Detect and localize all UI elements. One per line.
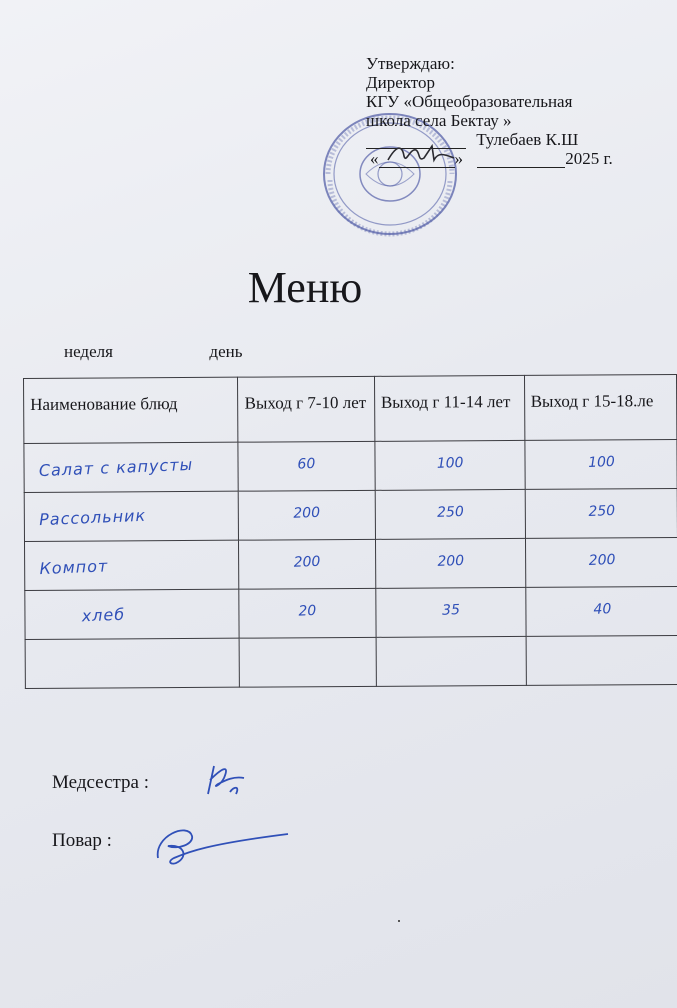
portion-cell: 250 [525,489,677,539]
portion-cell: 200 [239,490,376,540]
dish-cell: Рассольник [24,491,239,541]
cook-label: Повар : [52,830,112,851]
day-label: день [209,342,243,361]
week-label: неделя [64,342,113,361]
table-row [24,440,677,493]
header-age-15-18: Выход г 15-18.ле [524,375,677,441]
paper-speck [398,920,400,922]
nurse-label: Медсестра : [52,772,149,793]
portion-cell [376,636,526,686]
nurse-signature [200,758,260,808]
portion-cell: 60 [238,441,375,491]
portion-cell: 20 [239,588,376,638]
cook-signature [148,822,298,872]
portion-cell: 200 [239,539,376,589]
approval-org-line1: КГУ «Общеобразовательная [366,92,573,111]
portion-cell: 250 [375,489,525,539]
portion-cell [240,637,377,687]
portion-cell: 100 [524,440,677,490]
dish-cell: хлеб [25,589,240,639]
portion-cell: 200 [525,538,677,588]
portion-cell: 35 [376,587,526,637]
director-name: Тулебаев К.Ш [476,130,579,149]
dish-cell: Салат с капусты [24,442,239,492]
approval-heading: Утверждаю: [366,54,455,73]
portion-cell: 40 [525,587,677,637]
table-header-row [24,375,677,444]
week-day-line [64,342,242,362]
menu-table [23,374,677,689]
date-open-quote: « [370,149,379,168]
portion-cell [526,636,677,686]
approval-org-line2: школа села Бектау » [366,111,512,130]
director-signature [382,138,462,168]
table-row [25,587,677,640]
approval-year: 2025 г. [565,149,613,168]
table-row [24,489,677,542]
approval-position: Директор [366,73,435,92]
portion-cell: 100 [375,440,525,490]
header-age-11-14: Выход г 11-14 лет [374,375,524,441]
page-title: Меню [247,263,363,312]
dish-cell [25,638,240,688]
table-row [25,636,677,689]
table-row [24,538,677,591]
header-age-7-10: Выход г 7-10 лет [238,376,375,442]
header-dish: Наименование блюд [24,377,239,443]
portion-cell: 200 [375,538,525,588]
date-close-quote: » [454,149,463,168]
dish-cell: Компот [24,540,239,590]
